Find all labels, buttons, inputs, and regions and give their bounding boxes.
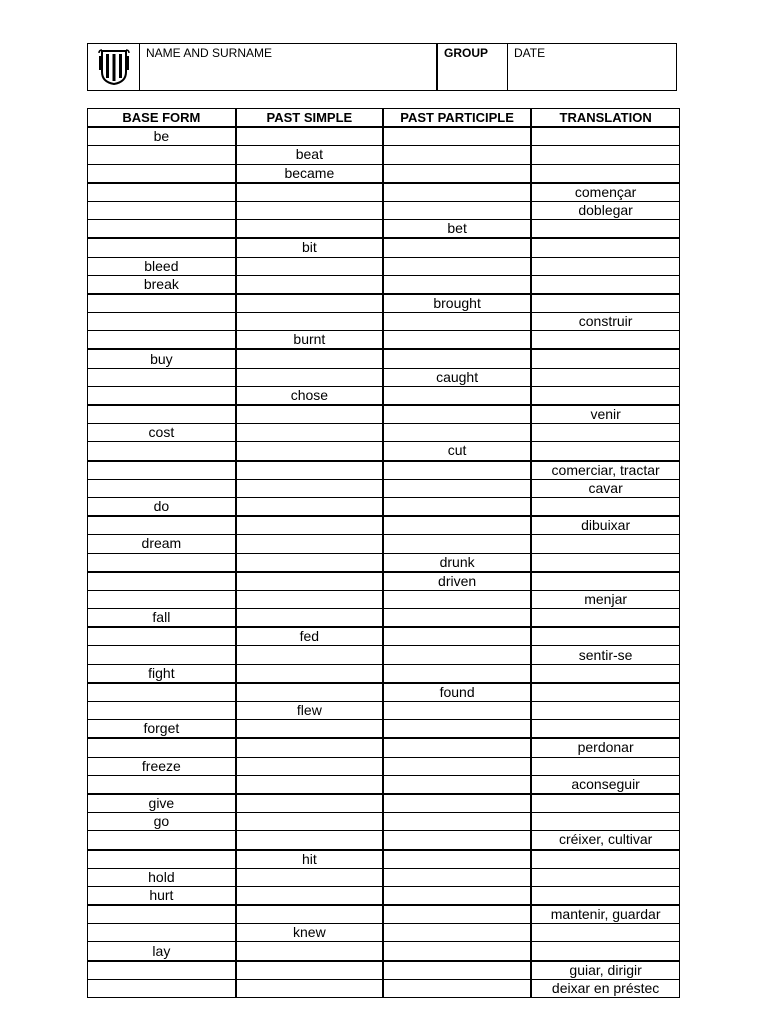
base-form-cell: forget (88, 720, 236, 739)
table-row (88, 405, 680, 424)
past-participle-cell[interactable] (383, 609, 531, 628)
past-simple-cell: flew (236, 702, 383, 720)
translation-cell[interactable] (531, 702, 679, 720)
translation-cell[interactable] (531, 331, 679, 350)
past-participle-cell[interactable] (383, 868, 531, 886)
translation-cell[interactable] (531, 220, 679, 239)
translation-cell[interactable] (531, 757, 679, 775)
table-body (88, 127, 680, 997)
past-simple-cell[interactable] (236, 497, 383, 516)
base-form-cell[interactable] (88, 516, 236, 535)
past-simple-cell[interactable] (236, 609, 383, 628)
base-form-cell: bleed (88, 257, 236, 275)
past-participle-cell[interactable] (383, 979, 531, 997)
translation-cell[interactable] (531, 535, 679, 553)
translation-cell[interactable] (531, 349, 679, 368)
past-simple-cell[interactable] (236, 461, 383, 480)
base-form-cell[interactable] (88, 405, 236, 424)
past-simple-cell[interactable] (236, 683, 383, 702)
past-participle-cell[interactable] (383, 646, 531, 664)
table-row (88, 386, 680, 405)
past-participle-cell[interactable] (383, 386, 531, 405)
table-row (88, 368, 680, 386)
past-participle-cell[interactable] (383, 757, 531, 775)
table-row (88, 850, 680, 869)
past-simple-cell[interactable] (236, 535, 383, 553)
table-row (88, 442, 680, 461)
past-simple-cell[interactable] (236, 720, 383, 739)
past-simple-cell[interactable] (236, 942, 383, 961)
base-form-cell[interactable] (88, 738, 236, 757)
table-header-row (88, 109, 680, 128)
translation-cell: construir (531, 313, 679, 331)
past-participle-cell[interactable] (383, 313, 531, 331)
base-form-cell[interactable] (88, 313, 236, 331)
translation-cell[interactable] (531, 924, 679, 942)
logo-cell (88, 44, 140, 90)
past-participle-cell: caught (383, 368, 531, 386)
translation-cell[interactable] (531, 886, 679, 905)
past-participle-cell[interactable] (383, 961, 531, 980)
table-row (88, 738, 680, 757)
base-form-cell[interactable] (88, 238, 236, 257)
past-simple-cell[interactable] (236, 516, 383, 535)
past-simple-cell[interactable] (236, 442, 383, 461)
base-form-cell: dream (88, 535, 236, 553)
table-row (88, 479, 680, 497)
translation-cell: començar (531, 183, 679, 202)
past-simple-cell[interactable] (236, 813, 383, 831)
translation-cell[interactable] (531, 553, 679, 572)
translation-cell: créixer, cultivar (531, 831, 679, 850)
past-simple-cell[interactable] (236, 257, 383, 275)
past-participle-cell[interactable] (383, 664, 531, 683)
base-form-cell[interactable] (88, 775, 236, 794)
translation-cell[interactable] (531, 368, 679, 386)
table-row (88, 201, 680, 219)
date-label: DATE (514, 46, 546, 60)
past-simple-cell[interactable] (236, 183, 383, 202)
past-simple-cell: beat (236, 146, 383, 164)
table-row (88, 720, 680, 739)
base-form-cell[interactable] (88, 831, 236, 850)
past-simple-cell[interactable] (236, 738, 383, 757)
table-row (88, 146, 680, 164)
past-simple-cell[interactable] (236, 886, 383, 905)
column-header-past-participle: PAST PARTICIPLE (383, 109, 531, 128)
base-form-cell[interactable] (88, 146, 236, 164)
past-participle-cell[interactable] (383, 905, 531, 924)
table-row (88, 924, 680, 942)
table-row (88, 220, 680, 239)
base-form-cell[interactable] (88, 905, 236, 924)
translation-cell: comerciar, tractar (531, 461, 679, 480)
past-participle-cell[interactable] (383, 183, 531, 202)
table-row (88, 664, 680, 683)
past-simple-cell[interactable] (236, 794, 383, 813)
base-form-cell[interactable] (88, 461, 236, 480)
table-row (88, 961, 680, 980)
group-field[interactable] (438, 44, 508, 90)
past-participle-cell[interactable] (383, 461, 531, 480)
past-simple-cell: chose (236, 386, 383, 405)
past-participle-cell: bet (383, 220, 531, 239)
base-form-cell[interactable] (88, 850, 236, 869)
base-form-cell: do (88, 497, 236, 516)
table-row (88, 757, 680, 775)
translation-cell: guiar, dirigir (531, 961, 679, 980)
past-participle-cell[interactable] (383, 424, 531, 442)
past-participle-cell[interactable] (383, 127, 531, 146)
past-simple-cell[interactable] (236, 590, 383, 608)
past-simple-cell[interactable] (236, 127, 383, 146)
past-participle-cell: driven (383, 572, 531, 591)
translation-cell[interactable] (531, 813, 679, 831)
translation-cell: cavar (531, 479, 679, 497)
base-form-cell[interactable] (88, 553, 236, 572)
past-participle-cell: drunk (383, 553, 531, 572)
base-form-cell[interactable] (88, 201, 236, 219)
table-row (88, 497, 680, 516)
past-simple-cell[interactable] (236, 831, 383, 850)
past-simple-cell[interactable] (236, 553, 383, 572)
table-row (88, 313, 680, 331)
past-simple-cell[interactable] (236, 220, 383, 239)
table-row (88, 164, 680, 183)
base-form-cell[interactable] (88, 220, 236, 239)
table-row (88, 905, 680, 924)
column-header-base-form: BASE FORM (88, 109, 236, 128)
past-participle-cell[interactable] (383, 775, 531, 794)
translation-cell[interactable] (531, 442, 679, 461)
translation-cell[interactable] (531, 868, 679, 886)
past-simple-cell: hit (236, 850, 383, 869)
base-form-cell: be (88, 127, 236, 146)
base-form-cell: fight (88, 664, 236, 683)
translation-cell: sentir-se (531, 646, 679, 664)
coat-of-arms-logo (96, 48, 132, 86)
past-simple-cell[interactable] (236, 646, 383, 664)
past-simple-cell[interactable] (236, 275, 383, 294)
past-participle-cell[interactable] (383, 164, 531, 183)
past-participle-cell[interactable] (383, 275, 531, 294)
past-participle-cell[interactable] (383, 850, 531, 869)
translation-cell[interactable] (531, 664, 679, 683)
past-participle-cell[interactable] (383, 831, 531, 850)
past-participle-cell[interactable] (383, 702, 531, 720)
base-form-cell[interactable] (88, 646, 236, 664)
translation-cell[interactable] (531, 794, 679, 813)
column-header-translation: TRANSLATION (531, 109, 679, 128)
translation-cell: perdonar (531, 738, 679, 757)
translation-cell: venir (531, 405, 679, 424)
translation-cell[interactable] (531, 720, 679, 739)
past-simple-cell[interactable] (236, 201, 383, 219)
base-form-cell: lay (88, 942, 236, 961)
past-simple-cell[interactable] (236, 424, 383, 442)
base-form-cell[interactable] (88, 294, 236, 313)
translation-cell[interactable] (531, 572, 679, 591)
base-form-cell[interactable] (88, 572, 236, 591)
past-participle-cell[interactable] (383, 257, 531, 275)
irregular-verbs-table (87, 108, 680, 998)
name-and-surname-field[interactable] (140, 44, 438, 90)
past-simple-cell[interactable] (236, 479, 383, 497)
table-row (88, 127, 680, 146)
translation-cell[interactable] (531, 127, 679, 146)
base-form-cell[interactable] (88, 924, 236, 942)
base-form-cell: freeze (88, 757, 236, 775)
table-row (88, 257, 680, 275)
header-box (87, 43, 677, 91)
translation-cell[interactable] (531, 164, 679, 183)
past-simple-cell: fed (236, 627, 383, 646)
table-row (88, 516, 680, 535)
past-simple-cell: bit (236, 238, 383, 257)
past-participle-cell[interactable] (383, 479, 531, 497)
past-participle-cell[interactable] (383, 497, 531, 516)
translation-cell[interactable] (531, 942, 679, 961)
table-row (88, 349, 680, 368)
base-form-cell: cost (88, 424, 236, 442)
base-form-cell[interactable] (88, 979, 236, 997)
past-participle-cell: brought (383, 294, 531, 313)
past-simple-cell[interactable] (236, 572, 383, 591)
translation-cell[interactable] (531, 146, 679, 164)
table-row (88, 183, 680, 202)
translation-cell[interactable] (531, 386, 679, 405)
past-simple-cell[interactable] (236, 664, 383, 683)
past-simple-cell[interactable] (236, 294, 383, 313)
translation-cell: menjar (531, 590, 679, 608)
table-row (88, 294, 680, 313)
past-participle-cell[interactable] (383, 535, 531, 553)
base-form-cell: buy (88, 349, 236, 368)
table-row (88, 553, 680, 572)
base-form-cell: break (88, 275, 236, 294)
translation-cell: deixar en préstec (531, 979, 679, 997)
translation-cell[interactable] (531, 850, 679, 869)
translation-cell[interactable] (531, 294, 679, 313)
base-form-cell: hurt (88, 886, 236, 905)
base-form-cell[interactable] (88, 702, 236, 720)
past-participle-cell[interactable] (383, 405, 531, 424)
translation-cell[interactable] (531, 424, 679, 442)
table-row (88, 775, 680, 794)
table-row (88, 424, 680, 442)
past-participle-cell: found (383, 683, 531, 702)
base-form-cell: hold (88, 868, 236, 886)
table-row (88, 609, 680, 628)
name-label: NAME AND SURNAME (146, 46, 273, 60)
past-simple-cell[interactable] (236, 905, 383, 924)
past-participle-cell[interactable] (383, 794, 531, 813)
table-row (88, 646, 680, 664)
translation-cell: dibuixar (531, 516, 679, 535)
past-simple-cell: knew (236, 924, 383, 942)
past-participle-cell[interactable] (383, 238, 531, 257)
table-row (88, 813, 680, 831)
past-simple-cell[interactable] (236, 775, 383, 794)
past-participle-cell[interactable] (383, 738, 531, 757)
translation-cell[interactable] (531, 257, 679, 275)
past-participle-cell[interactable] (383, 886, 531, 905)
past-participle-cell[interactable] (383, 813, 531, 831)
past-participle-cell[interactable] (383, 924, 531, 942)
past-simple-cell: burnt (236, 331, 383, 350)
table-row (88, 461, 680, 480)
column-header-past-simple: PAST SIMPLE (236, 109, 383, 128)
base-form-cell[interactable] (88, 627, 236, 646)
base-form-cell: go (88, 813, 236, 831)
past-simple-cell[interactable] (236, 757, 383, 775)
translation-cell[interactable] (531, 609, 679, 628)
table-row (88, 683, 680, 702)
table-row (88, 886, 680, 905)
translation-cell[interactable] (531, 275, 679, 294)
table-row (88, 627, 680, 646)
translation-cell[interactable] (531, 627, 679, 646)
past-simple-cell[interactable] (236, 979, 383, 997)
past-participle-cell[interactable] (383, 590, 531, 608)
past-participle-cell[interactable] (383, 201, 531, 219)
table-row (88, 794, 680, 813)
base-form-cell[interactable] (88, 183, 236, 202)
translation-cell: mantenir, guardar (531, 905, 679, 924)
past-participle-cell[interactable] (383, 349, 531, 368)
table-row (88, 979, 680, 997)
base-form-cell: give (88, 794, 236, 813)
past-participle-cell[interactable] (383, 627, 531, 646)
base-form-cell[interactable] (88, 368, 236, 386)
past-simple-cell[interactable] (236, 961, 383, 980)
date-field[interactable] (508, 44, 676, 90)
base-form-cell[interactable] (88, 479, 236, 497)
table-row (88, 831, 680, 850)
translation-cell[interactable] (531, 683, 679, 702)
past-participle-cell[interactable] (383, 720, 531, 739)
base-form-cell[interactable] (88, 164, 236, 183)
base-form-cell[interactable] (88, 442, 236, 461)
table-row (88, 331, 680, 350)
table-row (88, 590, 680, 608)
base-form-cell[interactable] (88, 331, 236, 350)
past-participle-cell[interactable] (383, 146, 531, 164)
table-row (88, 275, 680, 294)
base-form-cell: fall (88, 609, 236, 628)
table-row (88, 572, 680, 591)
translation-cell: aconseguir (531, 775, 679, 794)
past-participle-cell: cut (383, 442, 531, 461)
base-form-cell[interactable] (88, 590, 236, 608)
translation-cell: doblegar (531, 201, 679, 219)
table-row (88, 942, 680, 961)
past-participle-cell[interactable] (383, 331, 531, 350)
past-simple-cell[interactable] (236, 405, 383, 424)
table-row (88, 238, 680, 257)
translation-cell[interactable] (531, 497, 679, 516)
past-simple-cell[interactable] (236, 868, 383, 886)
past-simple-cell[interactable] (236, 349, 383, 368)
base-form-cell[interactable] (88, 961, 236, 980)
table-row (88, 868, 680, 886)
table-row (88, 535, 680, 553)
base-form-cell[interactable] (88, 683, 236, 702)
past-participle-cell[interactable] (383, 516, 531, 535)
past-participle-cell[interactable] (383, 942, 531, 961)
translation-cell[interactable] (531, 238, 679, 257)
past-simple-cell: became (236, 164, 383, 183)
past-simple-cell[interactable] (236, 368, 383, 386)
group-label: GROUP (444, 46, 489, 60)
table-row (88, 702, 680, 720)
base-form-cell[interactable] (88, 386, 236, 405)
past-simple-cell[interactable] (236, 313, 383, 331)
